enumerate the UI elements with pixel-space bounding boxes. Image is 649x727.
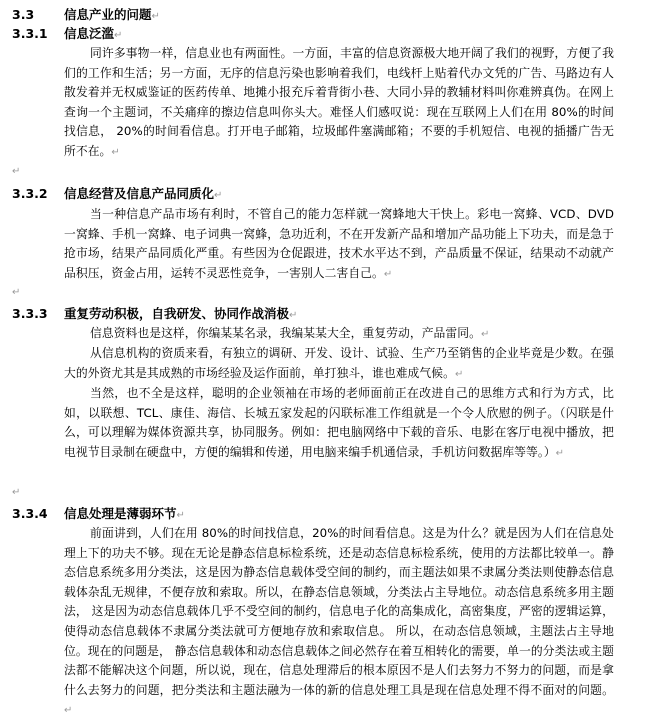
subsection-title: 信息泛滥	[64, 26, 115, 41]
empty-line: ↵	[12, 166, 21, 177]
empty-line: ↵	[12, 287, 21, 298]
subsection-number: 3.3.4	[12, 506, 48, 521]
paragraph-text: 当然，也不全是这样，聪明的企业领袖在市场的老师面前正在改进自己的思维方式和行为方式，比如，以联想、TCL、康佳、海信、长城五家发起的闪联标准工作组就是一个令人欣慰的例子。（闪联是什么，可以理解为媒体资源共享，协同服务。例如：把电脑网络中下载的音乐、电影在客厅电视中播放，把电视节目录制在硬盘中，方便的编辑和传递，用电脑来编手机通信录，手机访问数据库等等。）	[64, 386, 614, 459]
paragraph-text: 同许多事物一样，信息业也有两面性。一方面，丰富的信息资源极大地开阔了我们的视野，方便了我们的工作和生活；另一方面，无序的信息污染也影响着我们，电线杆上贴着代办文凭的广告、马路边有人散发着并无权威鉴证的医药传单、地摊小报充斥着背街小巷、大同小异的教辅材料叫你难辨真伪。在网上查询一个主题词，不关痛痒的擦边信息叫你头大。难怪人们感叹说：现在互联网上人们在用 80%的时间找信息， 20%的时间看信息。打开电子邮箱，垃圾邮件塞满邮箱；不要的手机短信、电视的插播广告无所不在。	[64, 46, 614, 158]
paragraph-mark: ↵	[176, 510, 185, 521]
paragraph-mark: ↵	[214, 190, 223, 201]
subsection-title: 重复劳动积极，自我研发、协同作战消极	[64, 306, 290, 321]
paragraph-mark: ↵	[64, 705, 73, 717]
paragraph-mark: ↵	[111, 146, 120, 158]
paragraph-mark: ↵	[114, 30, 123, 41]
subsection-heading-3-3-2	[12, 186, 222, 204]
paragraph-mark: ↵	[383, 268, 393, 280]
subsection-heading-3-3-1	[12, 26, 122, 44]
subsection-number: 3.3.1	[12, 26, 48, 41]
paragraph-3-3-2-1	[64, 205, 614, 284]
section-number: 3.3	[12, 7, 35, 22]
paragraph-mark: ↵	[151, 11, 160, 22]
subsection-heading-3-3-4	[12, 506, 185, 524]
section-heading	[12, 7, 160, 25]
paragraph-mark: ↵	[289, 310, 298, 321]
subsection-title: 信息经营及信息产品同质化	[64, 186, 215, 201]
paragraph-3-3-1-1	[64, 44, 614, 163]
paragraph-mark: ↵	[555, 447, 565, 459]
subsection-number: 3.3.3	[12, 306, 48, 321]
paragraph-3-3-4-1	[64, 524, 614, 721]
paragraph-mark: ↵	[480, 329, 490, 340]
empty-line: ↵	[12, 487, 21, 498]
paragraph-3-3-3-3	[64, 384, 614, 463]
subsection-heading-3-3-3	[12, 306, 297, 324]
paragraph-text: 从信息机构的资质来看，有独立的调研、开发、设计、试验、生产乃至销售的企业毕竟是少数。在强大的外资尤其是其成熟的市场经验及运作面前，单打独斗，谁也难成气候。	[64, 346, 614, 380]
subsection-title: 信息处理是薄弱环节	[64, 506, 177, 521]
paragraph-mark: ↵	[454, 368, 464, 380]
paragraph-3-3-3-1	[64, 324, 614, 345]
paragraph-text: 前面讲到，人们在用 80%的时间找信息，20%的时间看信息。这是为什么？就是因为人们在信息处理上下的功夫不够。现在无论是静态信息标检系统，还是动态信息标检系统，使用的方法都比较单一。静态信息系统多用分类法，这是因为静态信息载体受空间的制约，而主题法如果不隶属分类法则使静态信息载体杂乱无规律，不便存放和索取。所以，在静态信息领域，分类法占主导地位。动态信息系统多用主题法， 这是因为动态信息载体几乎不受空间的制约，信息电子化的高集成化，高密集度，严密的逻辑运算，使得动态信息载体不隶属分类法就可方便地存放和索取信息。 所以，在动态信息领域，主题法占主导地位。现在的问题是， 静态信息载体和动态信息载体之间必然存在着互相转化的需要，单一的分类法或主题法都不能解决这个问题，所以说，现在，信息处理滞后的根本原因不是人们去努力不努力的问题，而是拿什么去努力的问题，把分类法和主题法融为一体的新的信息处理工具是现在信息处理不得不面对的问题。	[64, 526, 614, 697]
subsection-number: 3.3.2	[12, 186, 48, 201]
paragraph-text: 当一种信息产品市场有利时，不管自己的能力怎样就一窝蜂地大干快上。彩电一窝蜂、VCD、DVD一窝蜂、手机一窝蜂、电子词典一窝蜂，急功近利，不在开发新产品和增加产品功能上下功夫，而是急于抢市场，结果产品同质化严重。有些因为仓促跟进，技术水平达不到，产品质量不保证，结果动不动就产品积压，资金占用，运转不灵恶性竞争，一害别人二害自己。	[64, 207, 614, 280]
section-title: 信息产业的问题	[64, 7, 152, 22]
paragraph-3-3-3-2	[64, 344, 614, 384]
paragraph-text: 信息资料也是这样，你编某某名录，我编某某大全，重复劳动，产品雷同。	[90, 326, 481, 340]
